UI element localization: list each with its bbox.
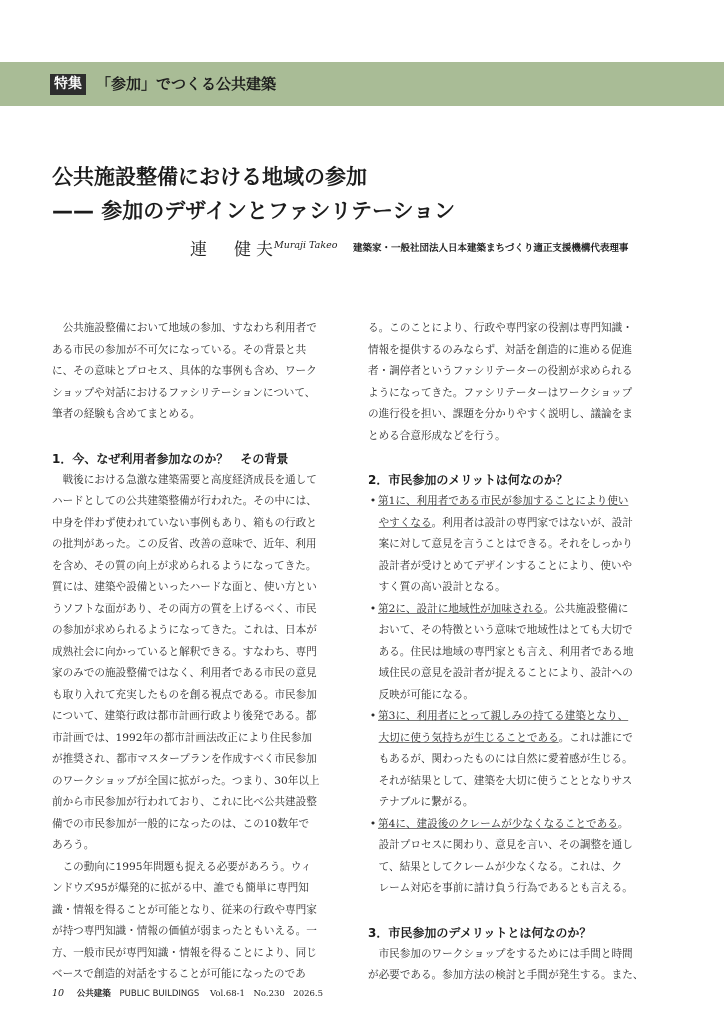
body-line: 識・情報を得ることが可能となり、従来の行政や専門家 [52,903,317,916]
body-line [368,728,652,750]
body-line: のワークショップが全国に拡がった。つまり、30年以上 [52,774,320,787]
underlined-text: やすくなる [378,516,432,529]
section-1-body [52,470,336,986]
section-heading-3: 3．市民参加のデメリットとは何なのか？ [368,925,592,940]
body-line [368,878,652,900]
page-number: 10 [52,988,65,999]
feature-series-title: 「参加」でつくる公共建築 [96,75,277,93]
merit-item-1 [368,491,652,513]
body-line [368,857,652,879]
body-line: 前から市民参加が行われており、これに比べ公共建設整 [52,796,317,808]
page-footer [52,987,323,999]
lead-line: 公共施設整備において地域の参加、すなわち利用者で [52,322,317,334]
body-line [368,620,652,642]
feature-tag: 特集 [50,74,86,95]
body-text: テナブルに繋がる。 [378,796,474,808]
body-line: 情報を提供するのみならず、対話を創造的に進める促進 [368,343,632,356]
body-line: 市計画では、1992年の都市計画法改正により住民参加 [52,731,313,744]
body-text: おいて、その特徴という意味で地域性はとても大切で [378,624,633,636]
body-text: 案に対して意見を言うことはできる。それをしっかり [378,538,633,550]
left-column [52,318,336,986]
merit-item-2 [368,599,652,621]
spacer [368,900,652,914]
body-line: 家のみでの施設整備ではなく、利用者である市民の意見 [52,667,317,679]
merit-item-3 [368,706,652,728]
body-line [368,534,652,556]
body-line: うソフトな面があり、その両方の質を上げるべく、市民 [52,602,317,615]
body-line: 方、一般市民が専門知識・情報を得ることにより、同じ [52,946,317,959]
magazine-name-en: PUBLIC BUILDINGS [119,989,200,999]
body-line [368,749,652,771]
body-text: て、結果としてクレームが少なくなる。これは、ク [378,860,623,873]
body-line: 成熟社会に向かっていると解釈できる。すなわち、専門 [52,645,317,658]
body-line: の進行役を担い、課題を分かりやすく説明し、議論をま [368,408,633,420]
body-line: が必要である。参加方法の検討と手間が発生する。また、 [368,969,644,981]
body-line: 市民参加のワークショップをするためには手間と時間 [368,947,633,960]
body-line: が持つ専門知識・情報の価値が弱まったともいえる。一 [52,925,317,937]
merit-item-4 [368,814,652,836]
body-line [368,685,652,707]
underlined-text: 第1に、利用者である市民が参加することにより使い [378,495,629,507]
author-affiliation: 建築家・一般社団法人日本建築まちづくり適正支援機構代表理事 [353,243,629,254]
body-line: が推奨され、都市マスタープランを作成すべく市民参加 [52,753,317,765]
spacer [368,447,652,461]
body-line: について、建築行政は都市計画行政より後発である。都 [52,710,317,722]
body-line [368,663,652,685]
body-text: レーム対応を事前に請け負う行為であるとも言える。 [378,882,633,894]
section-heading-2: 2．市民参加のメリットは何なのか？ [368,473,568,487]
body-text: 設計者が受けとめてデザインすることにより、使いや [378,559,633,572]
body-line: を含め、その質の向上が求められるようになってきた。 [52,559,317,572]
body-line: る。このことにより、行政や専門家の役割は専門知識・ [368,322,633,334]
underlined-text: 第2に、設計に地域性が加味される [378,602,544,615]
underlined-text: 第3に、利用者にとって親しみの持てる建築となり、 [378,710,629,722]
body-text: ある。住民は地域の専門家とも言え、利用者である地 [378,645,634,658]
body-line [368,835,652,857]
lead-line: ある市民の参加が不可欠になっている。その背景と共 [52,343,307,356]
bullet-icon: • [369,817,377,830]
body-line: も取り入れて充実したものを創る視点である。市民参加 [52,688,317,701]
body-line [368,577,652,599]
body-line [368,642,652,664]
body-line: 中身を伴わず使われていない事例もあり、箱もの行政と [52,516,317,529]
body-text: もあるが、関わったものには自然に愛着感が生じる。 [378,753,633,765]
underlined-text: 第4に、建設後のクレームが少なくなることである [378,817,618,830]
lead-line: に、その意味とプロセス、具体的な事例も含め、ワーク [52,365,317,377]
body-text: すく質の高い設計となる。 [378,581,506,593]
issue-info: Vol.68-1 No.230 2026.5 [209,989,324,999]
lead-line: ショップや対話におけるファシリテーションについて、 [52,386,316,399]
underlined-text: 大切に使う気持ちが生じることである [378,731,559,744]
right-column [368,318,652,987]
author-name-en: Muraji Takeo [274,240,338,251]
merit-list [368,491,652,900]
body-line: あろう。 [52,839,95,851]
body-line: ンドウズ95が爆発的に拡がる中、誰でも簡単に専門知 [52,882,309,894]
bullet-icon: • [369,495,377,507]
spacer [52,426,336,440]
body-line: ハードとしての公共建築整備が行われた。その中には、 [52,495,317,507]
body-text: 。公共施設整備に [543,602,629,615]
body-line: の参加が求められるようになってきた。これは、日本が [52,624,317,636]
body-line: の批判があった。この反省、改善の意味で、近年、利用 [52,538,317,550]
body-line [368,792,652,814]
body-line: とめる合意形成などを行う。 [368,429,506,442]
body-text: 設計プロセスに関わり、意見を言い、その調整を通し [378,839,633,851]
author-name: 連 健夫 [190,240,278,260]
body-line [368,513,652,535]
body-line [368,556,652,578]
body-line: 者・調停者というファシリテーターの役割が求められる [368,365,633,377]
lead-line: 筆者の経験も含めてまとめる。 [52,408,201,420]
article-subtitle: —— 参加のデザインとファシリテーション [52,199,456,223]
section-3-body [368,944,652,987]
body-text: 域住民の意見を設計者が捉えることにより、設計への [378,667,633,679]
body-line: ようになってきた。ファシリテーターはワークショップ [368,386,633,399]
body-line [368,771,652,793]
body-text: 。利用者は設計の専門家ではないが、設計 [431,516,633,529]
bullet-icon: • [369,602,377,615]
bullet-icon: • [369,710,377,722]
body-line: 備での市民参加が一般的になったのは、この10数年で [52,817,310,830]
body-line: 戦後における急激な建築需要と高度経済成長を通して [52,473,317,486]
body-line: 質には、建築や設備といったハードな面と、使い方とい [52,581,317,593]
section-heading-1: 1．今、なぜ利用者参加なのか？ その背景 [52,451,289,466]
body-text: 。 [617,817,629,830]
body-text: 反映が可能になる。 [378,688,474,701]
body-line: ベースで創造的対話をすることが可能になったのであ [52,968,306,980]
body-text: 。これは誰にで [558,731,633,744]
article-title: 公共施設整備における地域の参加 [52,165,367,189]
body-text: それが結果として、建築を大切に使うこととなりサス [378,774,633,787]
body-line: この動向に1995年問題も捉える必要があろう。ウィ [52,860,312,873]
magazine-name: 公共建築 [76,989,111,999]
